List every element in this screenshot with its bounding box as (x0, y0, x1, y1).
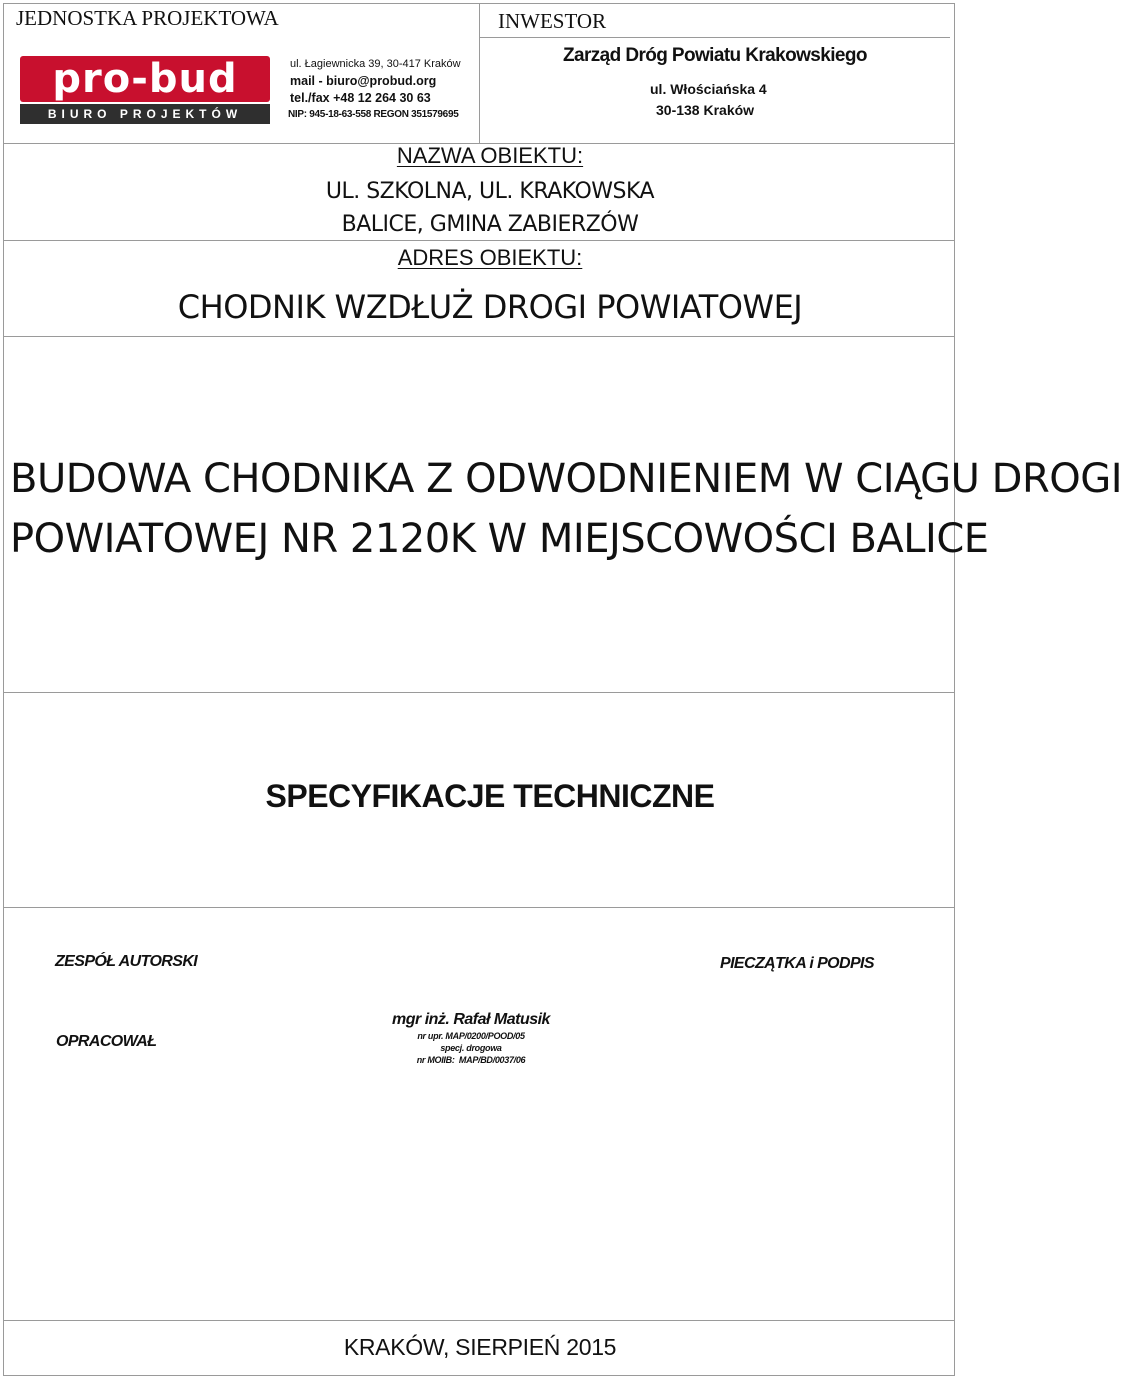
company-address: ul. Łagiewnicka 39, 30-417 Kraków (290, 58, 461, 70)
role-label: OPRACOWAŁ (56, 1033, 157, 1050)
author-license: nr upr. MAP/0200/POOD/05 (417, 1031, 525, 1041)
object-name-label: NAZWA OBIEKTU: (396, 143, 584, 168)
investor-section-title: INWESTOR (498, 9, 607, 33)
investor-city: 30-138 Kraków (656, 102, 755, 118)
section-divider-address (3, 336, 955, 337)
company-section-title: JEDNOSTKA PROJEKTOWA (16, 6, 279, 30)
company-logo (20, 56, 270, 126)
page-frame (3, 3, 1122, 1376)
document-type: SPECYFIKACJE TECHNICZNE (265, 778, 715, 814)
company-ids: NIP: 945-18-63-558 REGON 351579695 (288, 109, 459, 120)
section-divider-name (3, 240, 955, 241)
section-divider-authors (3, 1320, 955, 1321)
object-name-line2: BALICE, GMINA ZABIERZÓW (341, 212, 639, 237)
company-email: mail - biuro@probud.org (290, 74, 437, 88)
investor-street: ul. Włościańska 4 (650, 81, 767, 97)
section-divider-title (3, 692, 955, 693)
logo-subtext: BIURO PROJEKTÓW (20, 104, 270, 124)
section-divider-doctype (3, 907, 955, 908)
object-address-value: CHODNIK WZDŁUŻ DROGI POWIATOWEJ (177, 288, 803, 326)
project-title-line2: POWIATOWEJ NR 2120K W MIEJSCOWOŚCI BALICE (10, 516, 989, 562)
investor-name: Zarząd Dróg Powiatu Krakowskiego (563, 45, 867, 66)
author-name: mgr inż. Rafał Matusik (392, 1011, 550, 1028)
logo-wordmark: pro-bud (20, 56, 270, 102)
investor-title-rule (480, 37, 950, 38)
stamp-label: PIECZĄTKA i PODPIS (720, 955, 874, 972)
object-address-label: ADRES OBIEKTU: (397, 245, 583, 270)
project-title-line1: BUDOWA CHODNIKA Z ODWODNIENIEM W CIĄGU DROGI (10, 456, 1122, 502)
place-date: KRAKÓW, SIERPIEŃ 2015 (343, 1334, 617, 1360)
header-divider (479, 3, 480, 143)
author-specialty: specj. drogowa (440, 1043, 502, 1053)
company-phone: tel./fax +48 12 264 30 63 (290, 91, 431, 105)
author-chamber-number: nr MOIIB: MAP/BD/0037/06 (416, 1055, 526, 1065)
team-label: ZESPÓŁ AUTORSKI (55, 953, 198, 970)
object-name-line1: UL. SZKOLNA, UL. KRAKOWSKA (325, 179, 655, 204)
